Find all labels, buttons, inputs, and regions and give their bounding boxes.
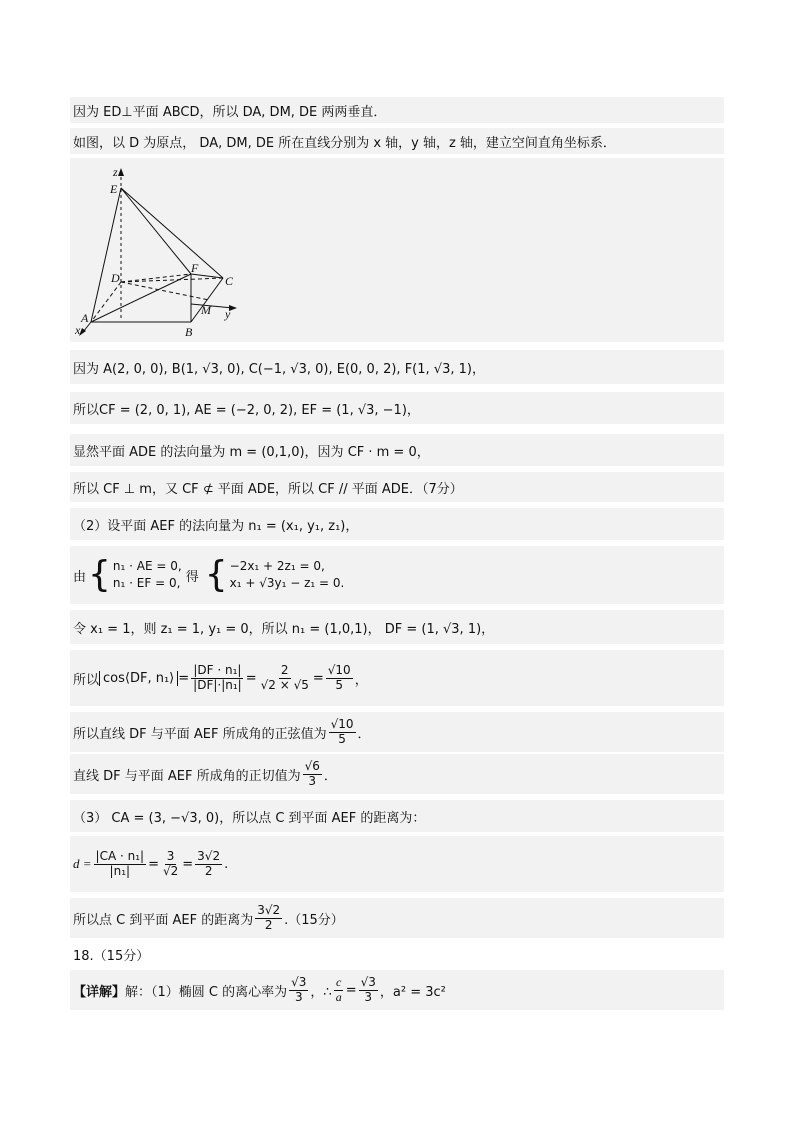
system-1-eq-1: n₁ · AE = 0,	[112, 558, 182, 573]
pyramid-figure	[73, 158, 313, 342]
distance-fraction-3	[195, 850, 222, 877]
cos-abs: cos⟨DF, n₁⟩	[99, 671, 178, 686]
fraction-2	[259, 664, 311, 691]
fraction-1	[191, 664, 244, 691]
fraction-2-num: 2	[280, 663, 289, 678]
sine-fraction-num: √10	[330, 717, 354, 732]
line-10-prefix: 所以	[73, 672, 100, 688]
brace-left-2: {	[204, 554, 228, 595]
line-6-text: 所以 CF ⊥ m，又 CF ⊄ 平面 ADE，所以 CF // 平面 ADE．（7分）	[73, 481, 463, 497]
text-line-13	[70, 800, 724, 832]
c-over-a-den: a	[335, 989, 342, 1004]
ratio-fraction	[359, 976, 378, 1003]
eq-sign-2: =	[245, 670, 257, 686]
distance-fraction-2	[161, 850, 180, 877]
c-over-a-fraction	[334, 976, 344, 1003]
text-line-8	[70, 546, 724, 604]
line-12-text: 直线 DF 与平面 AEF 所成角的正切值为	[73, 768, 301, 784]
figure-area	[70, 158, 724, 342]
line-7-text: （2）设平面 AEF 的法向量为 n₁ = (x₁, y₁, z₁)，	[73, 518, 359, 534]
text-line-7	[70, 508, 724, 540]
text-line-1	[70, 97, 724, 123]
line-14-prefix: d =	[73, 856, 92, 871]
fraction-3	[326, 664, 353, 691]
line-11-text: 所以直线 DF 与平面 AEF 所成角的正弦值为	[73, 726, 327, 742]
text-line-3	[70, 350, 724, 384]
line-15-text: 所以点 C 到平面 AEF 的距离为	[73, 912, 254, 928]
label-x: x	[75, 323, 81, 337]
line-12-end: ．	[323, 768, 337, 784]
text-line-10	[70, 650, 724, 706]
distance-fraction-3-den: 2	[204, 863, 213, 878]
system-2	[230, 558, 345, 593]
tangent-fraction-den: 3	[308, 773, 317, 788]
line-8-prefix: 由	[73, 569, 87, 585]
distance-result-fraction	[255, 904, 282, 931]
distance-result-den: 2	[264, 917, 273, 932]
eq-sign-6: =	[345, 982, 357, 998]
line-1-text: 因为 ED⊥平面 ABCD，所以 DA, DM, DE 两两垂直．	[73, 104, 387, 120]
fraction-1-den: |DF|·|n₁|	[193, 677, 242, 692]
system-1	[113, 558, 182, 593]
line-10-end: ，	[354, 672, 368, 688]
text-line-2	[70, 128, 724, 154]
distance-fraction-1-den: |n₁|	[109, 863, 131, 878]
line-15-end: .（15分）	[284, 912, 344, 928]
label-E: E	[110, 182, 118, 196]
ratio-num: √3	[360, 975, 376, 990]
line-5-text: 显然平面 ADE 的法向量为 m = (0,1,0)，因为 CF · m = 0，	[73, 444, 430, 460]
line-11-end: ．	[357, 726, 371, 742]
text-line-4	[70, 392, 724, 424]
sine-fraction	[329, 718, 356, 745]
problem-18-heading-text: 18.（15分）	[73, 948, 150, 964]
system-2-eq-1: −2x₁ + 2z₁ = 0,	[229, 558, 325, 573]
distance-fraction-1-num: |CA · n₁|	[95, 849, 145, 864]
fraction-3-num: √10	[327, 663, 351, 678]
eccentricity-den: 3	[294, 989, 303, 1004]
detail-tag: 【详解】	[73, 984, 126, 1000]
problem-18-heading	[70, 942, 724, 966]
line-9-text: 令 x₁ = 1，则 z₁ = 1, y₁ = 0，所以 n₁ = (1,0,1)， DF = (1, √3, 1)，	[73, 621, 495, 637]
text-line-6	[70, 472, 724, 502]
label-F: F	[191, 261, 199, 275]
text-line-14	[70, 836, 724, 892]
distance-fraction-3-num: 3√2	[197, 849, 221, 864]
ratio-den: 3	[364, 989, 373, 1004]
tangent-fraction-num: √6	[304, 759, 320, 774]
label-M: M	[201, 303, 211, 317]
distance-fraction-1	[94, 850, 147, 877]
text-line-5	[70, 434, 724, 466]
eccentricity-num: √3	[291, 975, 307, 990]
c-over-a-num: c	[336, 975, 342, 990]
label-y: y	[225, 307, 231, 321]
tangent-fraction	[303, 760, 322, 787]
fraction-3-den: 5	[335, 677, 344, 692]
brace-left-1: {	[88, 554, 111, 595]
label-A: A	[81, 311, 89, 325]
line-13-text: （3） CA = (3, −√3, 0)，所以点 C 到平面 AEF 的距离为：	[73, 810, 426, 826]
line-17-end: ，a² = 3c²	[379, 984, 446, 1000]
distance-fraction-2-num: 3	[166, 849, 175, 864]
line-17-therefore: ，∴	[310, 984, 332, 1000]
fraction-1-num: |DF · n₁|	[193, 663, 242, 678]
eq-sign-5: =	[182, 856, 194, 872]
text-line-9	[70, 610, 724, 644]
label-B: B	[185, 325, 193, 339]
distance-result-num: 3√2	[257, 903, 281, 918]
line-3-text: 因为 A(2, 0, 0), B(1, √3, 0), C(−1, √3, 0), E(0, 0, 2), F(1, √3, 1)，	[73, 361, 485, 377]
eq-sign-1: =	[178, 670, 190, 686]
text-line-11	[70, 712, 724, 752]
line-4-vectors: CF = (2, 0, 1), AE = (−2, 0, 2), EF = (1, √3, −1)，	[99, 402, 420, 418]
distance-fraction-2-den: √2	[162, 863, 179, 878]
line-14-end: .	[224, 856, 229, 872]
eq-sign-4: =	[148, 856, 159, 872]
text-line-15	[70, 898, 724, 938]
line-4-prefix: 所以	[73, 402, 100, 418]
sine-fraction-den: 5	[338, 731, 346, 746]
system-1-eq-2: n₁ · EF = 0,	[112, 576, 181, 590]
label-z: z	[113, 165, 118, 179]
eq-sign-3: =	[312, 670, 324, 686]
line-17-text: 解：（1）椭圆 C 的离心率为	[125, 984, 288, 1000]
label-D: D	[111, 271, 120, 285]
line-8-mid: 得	[185, 569, 199, 585]
system-2-eq-2: x₁ + √3y₁ − z₁ = 0.	[229, 576, 345, 590]
text-line-12	[70, 754, 724, 794]
fraction-2-den: √2 × √5	[260, 677, 309, 692]
label-C: C	[225, 274, 234, 288]
line-2-text: 如图，以 D 为原点， DA, DM, DE 所在直线分别为 x 轴，y 轴，z 轴，建立空间直角坐标系．	[73, 135, 616, 151]
text-line-17	[70, 970, 724, 1010]
eccentricity-fraction	[289, 976, 308, 1003]
